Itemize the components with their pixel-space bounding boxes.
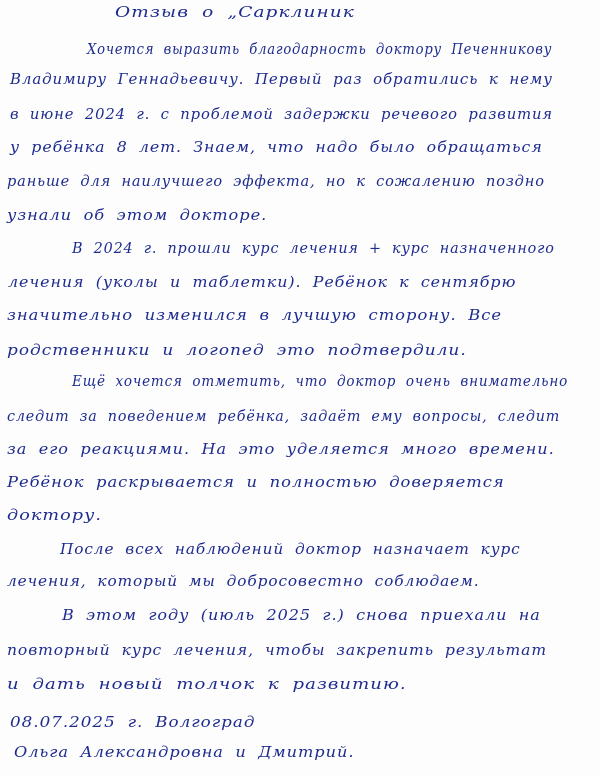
letter-line-19: повторный курс лечения, чтобы закрепить результат [7,641,547,659]
letter-line-15: доктору. [7,506,103,524]
letter-line-4: у ребёнка 8 лет. Знаем, что надо было обращаться [10,138,543,156]
letter-line-10: родственники и логопед это подтвердили. [7,341,467,359]
letter-line-11: Ещё хочется отметить, что доктор очень внимательно [72,372,569,390]
signature-names: Ольга Александровна и Дмитрий. [14,743,355,761]
letter-title: Отзыв о „Сарклиник [115,3,355,21]
letter-line-17: лечения, который мы добросовестно соблюдаем. [7,572,480,590]
letter-line-18: В этом году (июль 2025 г.) снова приехали на [62,606,541,624]
letter-line-8: лечения (уколы и таблетки). Ребёнок к сентябрю [8,273,517,291]
letter-line-5: раньше для наилучшего эффекта, но к сожалению поздно [7,172,545,190]
letter-line-7: В 2024 г. прошли курс лечения + курс назначенного [72,239,555,257]
letter-line-20: и дать новый толчок к развитию. [7,675,407,693]
date-and-city: 08.07.2025 г. Волгоград [10,713,256,731]
letter-line-13: за его реакциями. На это уделяется много времени. [7,440,555,458]
letter-line-1: Хочется выразить благодарность доктору Печенникову [87,40,553,58]
letter-line-2: Владимиру Геннадьевичу. Первый раз обратились к нему [10,70,553,88]
letter-line-14: Ребёнок раскрывается и полностью доверяется [7,473,505,491]
letter-line-12: следит за поведением ребёнка, задаёт ему вопросы, следит [7,407,561,425]
letter-line-6: узнали об этом докторе. [7,206,268,224]
letter-line-9: значительно изменился в лучшую сторону. Все [7,306,503,324]
letter-line-3: в июне 2024 г. с проблемой задержки речевого развития [10,105,553,123]
letter-line-16: После всех наблюдений доктор назначает курс [60,540,521,558]
